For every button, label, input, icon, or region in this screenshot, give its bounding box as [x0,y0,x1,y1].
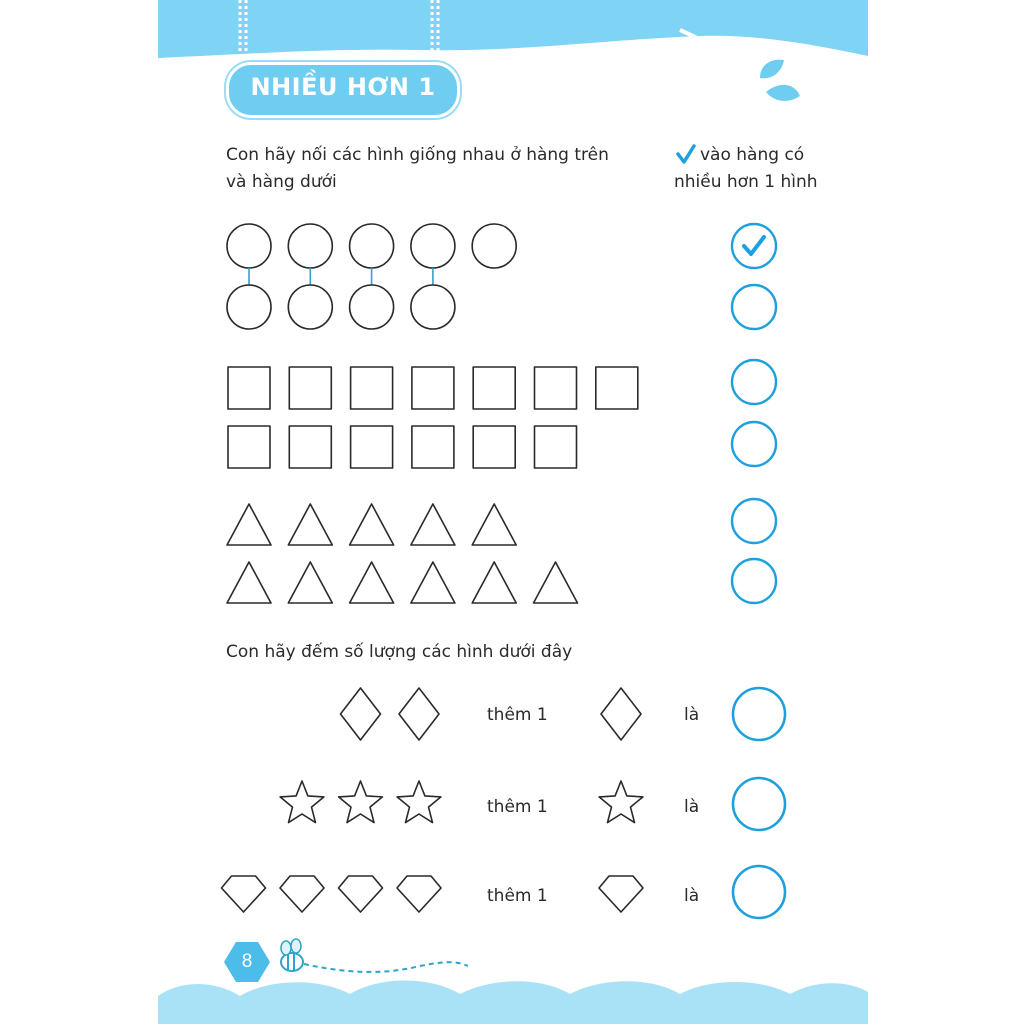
row-squares-bottom [228,426,577,468]
add-label-row2: thêm 1 [487,797,548,817]
square-shape [289,367,331,409]
check-circle-square-bottom[interactable] [732,422,776,466]
result-label-row1: là [684,705,700,725]
triangle-shape [288,562,332,603]
row-circles-top [227,224,516,285]
circle-shape [350,224,394,268]
triangle-shape [288,504,332,545]
square-shape [228,426,270,468]
star-extra-shape [599,781,643,823]
triangle-shape [227,562,271,603]
branch-curve [680,30,760,82]
circle-shape [472,224,516,268]
square-shape [412,367,454,409]
check-circle-circle-top[interactable] [732,224,776,268]
answer-circle-row2[interactable] [733,778,785,830]
answer-circle-row1[interactable] [733,688,785,740]
rhombus-shape [341,688,381,740]
square-shape [473,426,515,468]
counting-answer-circles [733,688,785,918]
square-shape [228,367,270,409]
check-circle-circle-bottom[interactable] [732,285,776,329]
instruction-left-line1: Con hãy nối các hình giống nhau ở hàng trên [226,145,609,165]
square-shape [412,426,454,468]
bottom-cloud-band [158,981,868,1024]
square-shape [535,426,577,468]
row-circles-bottom [227,285,455,329]
bee-icon [281,939,468,972]
square-shape [596,367,638,409]
add-label-row3: thêm 1 [487,886,548,906]
star-shape [397,781,441,823]
add-label-row1: thêm 1 [487,705,548,725]
instruction-right-line1: vào hàng có [700,145,805,165]
counting-shapes [222,688,644,912]
instruction-right-line2: nhiều hơn 1 hình [674,172,818,192]
circle-shape [411,285,455,329]
page-number: 8 [241,951,253,972]
triangle-shape [472,504,516,545]
star-shape [280,781,324,823]
square-shape [351,426,393,468]
square-shape [473,367,515,409]
rhombus-extra-shape [601,688,641,740]
diamond-shape [339,876,383,912]
check-circle-triangle-bottom[interactable] [732,559,776,603]
check-circle-triangle-top[interactable] [732,499,776,543]
triangle-shape [534,562,578,603]
result-label-row3: là [684,886,700,906]
triangle-shape [411,504,455,545]
circle-shape [227,285,271,329]
rhombus-shape [399,688,439,740]
check-circle-square-top[interactable] [732,360,776,404]
checkmark-icon [678,146,694,162]
answer-circle-row3[interactable] [733,866,785,918]
triangle-shape [227,504,271,545]
diamond-shape [397,876,441,912]
star-shape [339,781,383,823]
leaf-icon [760,60,800,101]
triangle-shape [472,562,516,603]
circle-shape [227,224,271,268]
square-shape [351,367,393,409]
row-triangles-bottom [227,562,578,603]
instruction-left-line2: và hàng dưới [226,172,337,192]
row-squares-top [228,367,638,409]
circle-shape [288,285,332,329]
diamond-shape [280,876,324,912]
row-triangles-top [227,504,516,545]
instruction-count: Con hãy đếm số lượng các hình dưới đây [226,642,573,662]
diamond-shape [222,876,266,912]
triangle-shape [350,504,394,545]
circle-shape [288,224,332,268]
diamond-extra-shape [599,876,643,912]
square-shape [289,426,331,468]
circle-shape [411,224,455,268]
answer-check-circles [732,224,776,603]
circle-shape [350,285,394,329]
result-label-row2: là [684,797,700,817]
triangle-shape [350,562,394,603]
triangle-shape [411,562,455,603]
page-title: NHIỀU HƠN 1 [250,73,436,101]
square-shape [535,367,577,409]
top-header-band [158,0,868,58]
